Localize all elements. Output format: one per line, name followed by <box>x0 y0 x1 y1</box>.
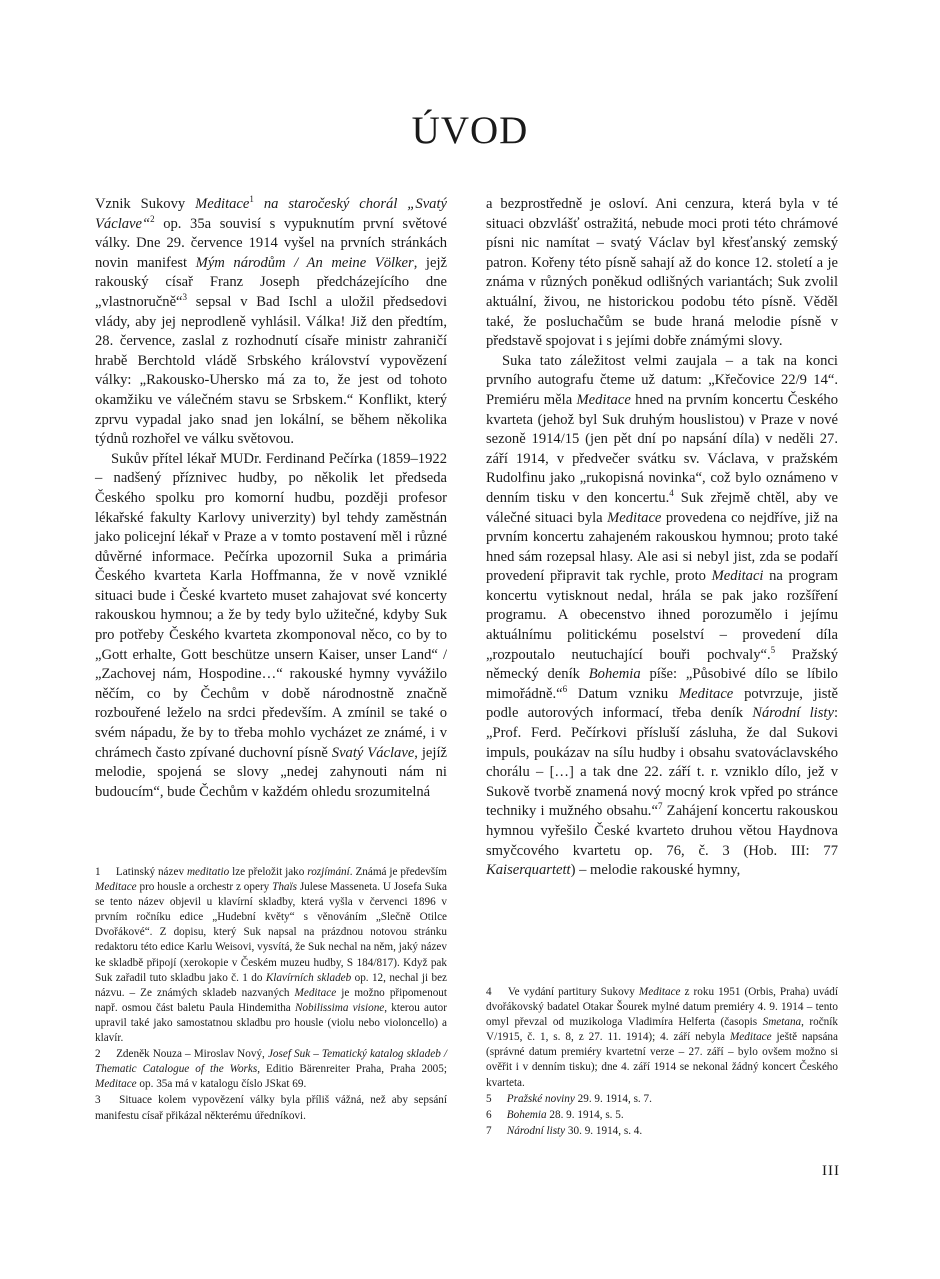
footnote-6 <box>486 1108 838 1123</box>
page-title: ÚVOD <box>411 109 529 152</box>
footnote-text: Národní listy 30. 9. 1914, s. 4. <box>506 1124 643 1137</box>
footnote-2 <box>95 1047 447 1092</box>
footnote-text: Pražské noviny 29. 9. 1914, s. 7. <box>506 1092 652 1105</box>
footnote-4 <box>486 985 838 1091</box>
body-column-right <box>486 195 838 881</box>
body-column-left <box>95 195 447 802</box>
footnote-5 <box>486 1092 838 1107</box>
footnote-text: Latinský název meditatio lze přeložit jako rozjímání. Známá je především Meditace pro housle a orchestr z opery Thaïs Julese Masseneta. U Josefa Suka se tento název objevil u klavírní skladby, která vyšla v červenci 1896 v prvním ročníku edice „Hudební květy“ s věnováním „Slečně Otilce Dvořákové“. Z dopisu, který Suk napsal na prázdnou notovou stránku redaktoru této edice Karlu Weisovi, vysvítá, že Suk nechal na něm, jaký název ke skladbě připojí (xerokopie v Českém muzeu hudby, S 184/817). Když pak Suk zařadil tuto skladbu jako č. 1 do Klavírních skladeb op. 12, nechal ji bez názvu. – Ze známých skladeb nazvaných Meditace je možno připomenout např. osmou část baletu Paula Hindemitha Nobilissima visione, kterou autor upravil také jako samostatnou skladbu pro housle (violu nebo violoncello) a klavír. <box>95 866 447 1045</box>
footnote-number: 1 <box>95 866 101 878</box>
footnote-text: Ve vydání partitury Sukovy Meditace z roku 1951 (Orbis, Praha) uvádí dvořákovský badatel Otakar Šourek mylné datum premiéry 4. 9. 1914 – tento omyl převzal od muzikologa Vladimíra Helferta (časopis Smetana, ročník V/1915, č. 1, s. 8, z 27. 11. 1914); 4. září nebyla Meditace ještě napsána (správné datum premiéry kvartetní verze – 27. září – bylo ovšem možno si ověřit i v denním tisku); dne 4. září 1914 se nekonal žádný koncert Českého kvarteta. <box>486 986 838 1089</box>
footnote-7 <box>486 1124 838 1139</box>
footnote-number: 3 <box>95 1094 101 1107</box>
footnote-number: 2 <box>95 1048 101 1061</box>
paragraph: Suka tato záležitost velmi zaujala – a tak na konci prvního autografu čteme už datum: „Křečovice 22/9 14“. Premiéru měla Meditace hned na prvním koncertu Českého kvarteta (jehož byl Suk druhým houslistou) v Praze v nové sezoně 1914/15 (jen pět dní po napsání díla) v neděli 27. září 1914, v předvečer svátku sv. Václava, v pražském Rudolfinu jako „rukopisná novinka“, což bylo oznámeno v denním tisku v den koncertu.$^4$ Suk zřejmě chtěl, aby ve válečné situaci byla Meditace provedena co nejdříve, již na prvním koncertu zahajeném rakouskou hymnou; proto také hned sám rozepsal hlasy. Ale asi si nebyl jist, zda se podaří provedení připravit tak rychle, proto Meditaci na program koncertu vytisknout nedal, hrála se pak jako rozšíření programu. A obecenstvo ihned porozumělo i jejímu aktuálnímu politickému poselství – provedení díla „rozpoutalo neutuchající bouři pochvaly“.$^5$ Pražský německý deník Bohemia píše: „Působivé dílo se líbilo mimořádně.“$^6$ Datum vzniku Meditace potvrzuje, jistě podle autorových informací, třeba deník Národní listy: „Prof. Ferd. Pečírkovi přísluší zásluha, že dal Sukovi impuls, poukázav na sílu hudby i obsahu svatováclavského chorálu – […] a tak dne 22. září t. r. vzniklo dílo, jež v Sukově tvorbě znamená nový mocný krok vpřed po stránce techniky i mužného obsahu.“$^7$ Zahájení koncertu rakouskou hymnou vyřešilo České kvarteto druhou větou Haydnova smyčcového kvartetu op. 76, č. 3 (Hob. III: 77 Kaiserquartett) – melodie rakouské hymny, <box>486 352 839 879</box>
footnote-number: 6 <box>486 1108 492 1121</box>
footnote-3 <box>95 1093 447 1123</box>
footnote-number: 7 <box>486 1124 492 1137</box>
footnotes-left <box>95 865 447 1125</box>
footnotes-right <box>486 985 838 1140</box>
footnote-text: Zdeněk Nouza – Miroslav Nový, Josef Suk – Tematický katalog skladeb / Thematic Catalogue of the Works, Editio Bärenreiter Praha, Praha 2005; Meditace op. 35a má v katalogu číslo JSkat 69. <box>95 1048 447 1091</box>
footnote-text: Situace kolem vypovězení války byla příliš vážná, než aby sepsání manifestu císař přikázal některému úředníkovi. <box>95 1094 447 1122</box>
footnote-number: 4 <box>486 986 492 998</box>
page-number: III <box>822 1163 840 1179</box>
footnote-1 <box>95 865 447 1046</box>
footnote-number: 5 <box>486 1092 492 1105</box>
paragraph: Vznik Sukovy Meditace$^1$ na staročeský chorál „Svatý Václave“$^2$ op. 35a souvisí s vypuknutím první světové války. Dne 29. července 1914 vyšel na prvních stránkách novin manifest Mým národům / An meine Völker, jejž rakouský císař Franz Joseph předcházejícího dne „vlastnoručně“$^3$ sepsal v Bad Ischl a uložil předsedovi vlády, aby jej neprodleně vyhlásil. Válka! Již den předtím, 28. července, zaslal z rozhodnutí císaře ministr zahraničí hrabě Berchtold vládě Srbského království vypovězení války: „Rakousko-Uhersko má za to, že jest od tohoto okamžiku ve válečném stavu se Srbskem.“ Konflikt, který zprvu vypadal jako snad jen lokální, se během několika týdnů rozhořel ve válku světovou. <box>95 194 448 448</box>
paragraph: a bezprostředně je osloví. Ani cenzura, která byla v té situaci obzvlášť ostražitá, nebude moci proti této chrámové písni nic namítat – svatý Václav byl křesťanský zemský patron. Kořeny této písně sahají až do konce 12. století a je známa v různých poněkud odlišných variantách; Suk zvolil aktuální, živou, ne historickou podobu této písně. Věděl také, že posluchačům se bude hraná melodie písně v představě spojovat i s jejími dobře známými slovy. <box>486 196 838 350</box>
paragraph: Sukův přítel lékař MUDr. Ferdinand Pečírka (1859–1922 – nadšený příznivec hudby, po několik let předseda Českého spolku pro komorní hudbu, později profesor lékařské fakulty Karlovy univerzity) byl tehdy zaměstnán jako policejní lékař v Praze a v tomto postavení měl i různé důvěrné informace. Pečírka upozornil Suka a primária Českého kvarteta Karla Hoffmanna, že v nově vzniklé situaci bude i České kvarteto muset zahajovat své koncerty rakouskou hymnou; a že by tedy bylo užitečné, kdyby Suk pro potřeby Českého kvarteta zkomponoval něco, co by to „Gott erhalte, Gott beschütze unsern Kaiser, unser Land“ / „Zachovej nám, Hospodine…“ rakouské hymny vyvážilo něčím, co by Čechům v době národnostně značně rozbouřené leželo na srdci především. A zmínil se také o svém nápadu, že by to třeba mohlo vycházet ze známé, i v chrámech často zpívané duchovní písně Svatý Václave, jejíž melodie, spojená se slovy „nedej zahynouti nám ni budoucím“, bude Čechům v každém ohledu srozumitelná <box>95 450 447 800</box>
footnote-text: Bohemia 28. 9. 1914, s. 5. <box>506 1108 624 1121</box>
